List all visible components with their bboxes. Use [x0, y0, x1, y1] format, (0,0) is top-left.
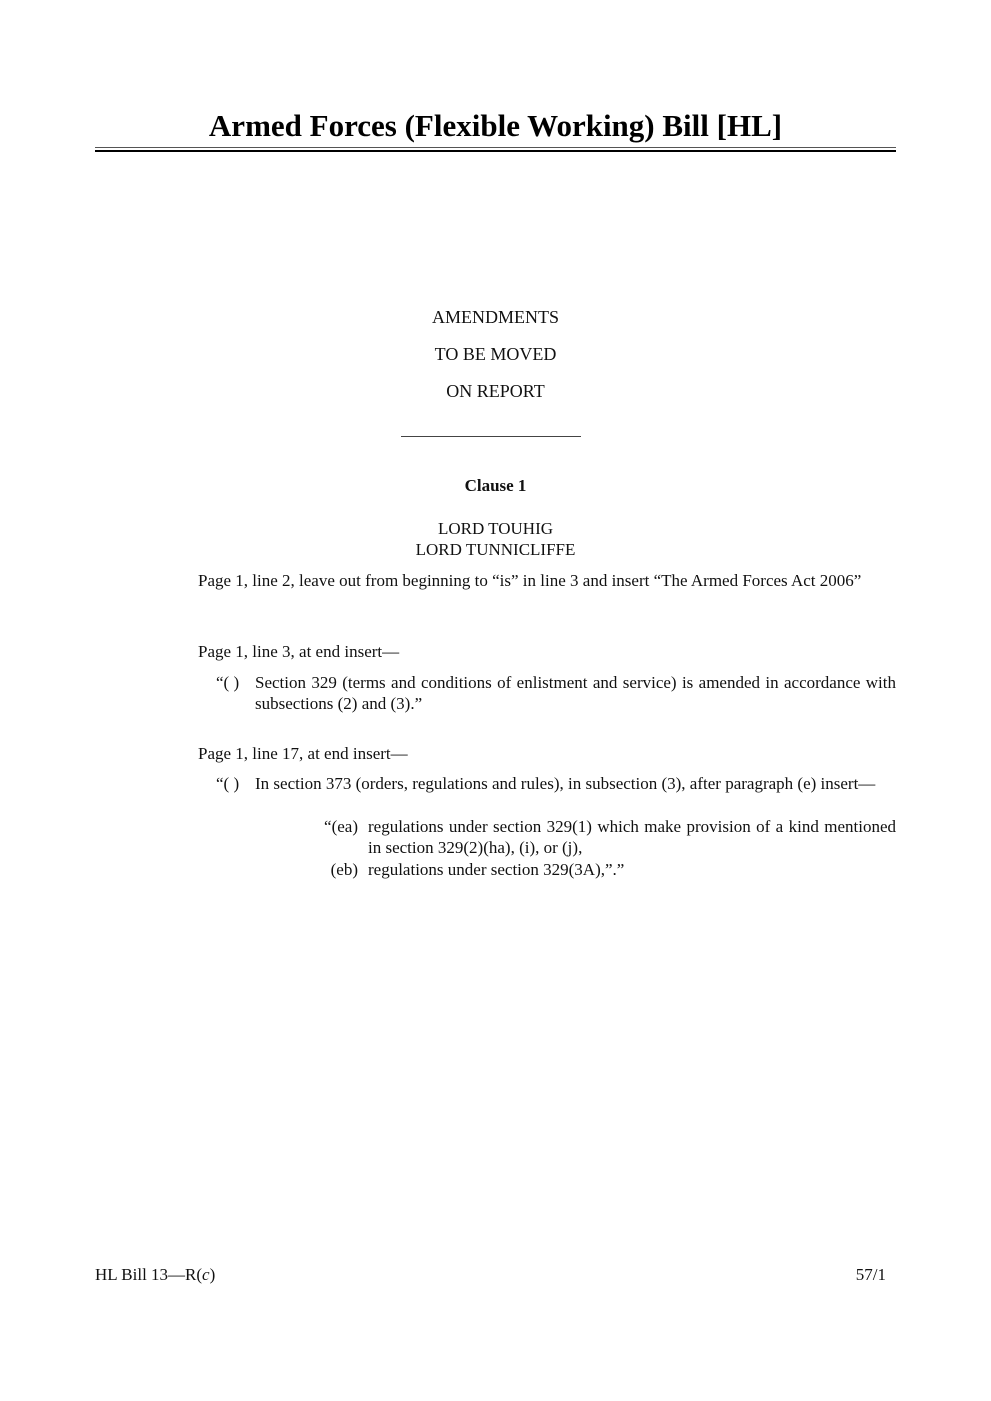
- heading-amendments: AMENDMENTS: [431, 307, 559, 327]
- heading-separator: [401, 436, 581, 437]
- amendment-2-intro: Page 1, line 3, at end insert—: [198, 642, 400, 661]
- mover-1: LORD TOUHIG: [437, 519, 554, 538]
- subitem-ea-text: regulations under section 329(1) which make provision of a kind mentioned in section 329(2)(ha), (i), or (j),: [368, 817, 896, 857]
- amendment-1-text: Page 1, line 2, leave out from beginning to “is” in line 3 and insert “The Armed Forces Act 2006”: [198, 571, 862, 590]
- title-rule-thin: [95, 147, 896, 148]
- title-rule-thick: [95, 150, 896, 152]
- subitem-eb-text: regulations under section 329(3A),”.”: [368, 860, 625, 879]
- footer-prefix: HL Bill 13—R(: [95, 1265, 203, 1284]
- subitem-ea-marker: “(ea): [324, 817, 358, 836]
- document-title: Armed Forces (Flexible Working) Bill [HL]: [208, 108, 783, 143]
- clause-heading: Clause 1: [464, 476, 527, 495]
- amendment-3-intro: Page 1, line 17, at end insert—: [198, 744, 408, 763]
- amendment-2-marker: “( ): [216, 673, 240, 692]
- footer-italic: c: [202, 1265, 210, 1284]
- subitem-eb-marker: (eb): [330, 860, 358, 879]
- footer-bill-reference: [95, 1264, 215, 1285]
- amendment-3-text: In section 373 (orders, regulations and rules), in subsection (3), after paragraph (e) insert—: [255, 774, 876, 793]
- amendment-2-text: Section 329 (terms and conditions of enlistment and service) is amended in accordance with subsections (2) and (3).”: [255, 673, 896, 713]
- amendment-3-marker: “( ): [216, 774, 240, 793]
- heading-to-be-moved: TO BE MOVED: [434, 344, 557, 364]
- footer-page-number: 57/1: [855, 1265, 886, 1284]
- mover-2: LORD TUNNICLIFFE: [415, 540, 576, 559]
- footer-suffix: ): [209, 1265, 216, 1284]
- heading-on-report: ON REPORT: [446, 381, 545, 401]
